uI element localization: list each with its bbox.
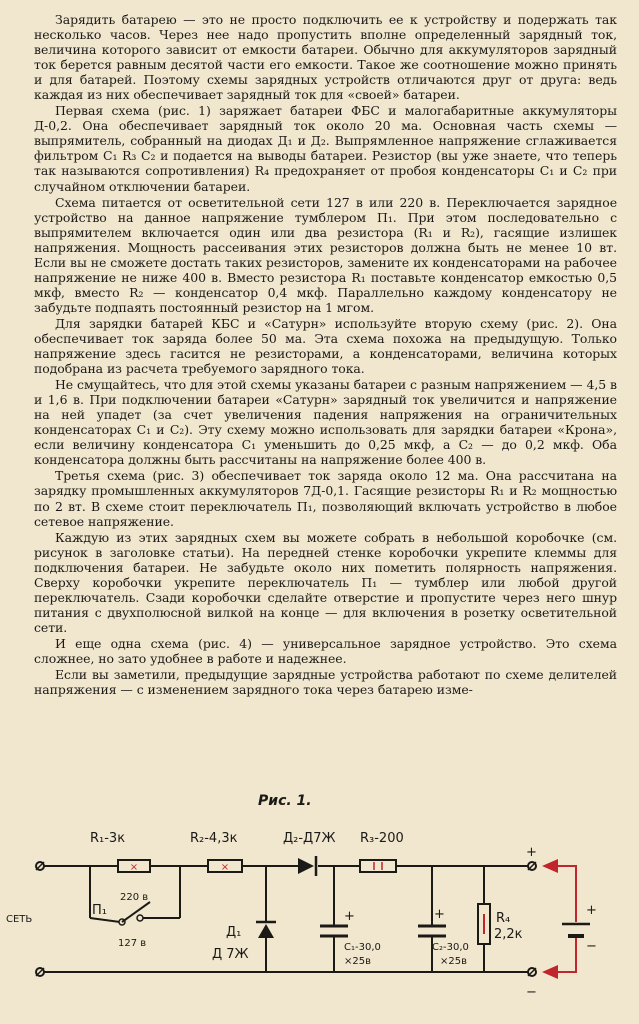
circuit-diagram	[0, 810, 639, 1024]
figure-title: Рис. 1.	[258, 793, 312, 809]
d1-type-label: Д 7Ж	[212, 947, 249, 962]
paragraph-text: Не смущайтесь, что для этой схемы указаны батареи с разным напряжением — 4,5 в и 1,6 в. При подключении батареи «Сатурн» зарядный ток увеличится и напряжение на ней упадет (за счет увеличения падения напряжения на ограничительных конденсаторах C₁ и C₂). Эту схему можно использовать для зарядки батареи «Крона», если величину конденсатора C₁ уменьшить до 0,25 мкф, а C₂ — до 0,2 мкф. Оба конденсатора должны быть рассчитаны на напряжение более 400 в.	[34, 377, 617, 468]
mains-label: СЕТЬ	[6, 914, 33, 925]
output-plus-label: +	[526, 845, 537, 860]
paragraph-voltage-note	[34, 377, 617, 467]
c1-rating: ×25в	[344, 956, 371, 967]
output-minus-label: −	[526, 985, 537, 1000]
battery-minus-label: −	[586, 939, 597, 954]
c2-rating: ×25в	[440, 956, 467, 967]
resistor-r4	[478, 904, 490, 944]
paragraph-text: Первая схема (рис. 1) заряжает батареи ФБС и малогабаритные аккумуляторы Д-0,2. Она обеспечивает зарядный ток около 20 ма. Основная часть схемы — выпрямитель, собранный на диодах Д₁ и Д₂. Выпрямленное напряжение сглаживается фильтром C₁ R₃ C₂ и подается на выводы батареи. Резистор (вы уже знаете, что теперь так называются сопротивления) R₄ предохраняет от пробоя конденсаторы C₁ и C₂ при случайном отключении батареи.	[34, 103, 617, 194]
paragraph-text: Если вы заметили, предыдущие зарядные устройства работают по схеме делителей напряжения — с изменением зарядного тока через батарею изме-	[34, 667, 617, 698]
r4-value: 2,2к	[494, 927, 523, 942]
paragraph-text: И еще одна схема (рис. 4) — универсальное зарядное устройство. Это схема сложнее, но зато удобнее в работе и надежнее.	[34, 635, 617, 666]
r2-label: R₂-4,3к	[190, 831, 238, 846]
paragraph-scheme-3	[34, 468, 617, 528]
svg-text:×: ×	[129, 862, 139, 873]
output-terminal-plus	[528, 862, 536, 870]
r3-label: R₃-200	[360, 831, 404, 846]
battery-icon	[562, 924, 590, 936]
c2-plus: +	[434, 907, 445, 922]
capacitor-c2	[418, 926, 446, 936]
paragraph-scheme-1	[34, 103, 617, 193]
paragraph-intro	[34, 12, 617, 102]
paragraph-text: Для зарядки батарей КБС и «Сатурн» используйте вторую схему (рис. 2). Она обеспечивает ток заряда более 50 ма. Эта схема похожа на предыдущую. Только напряжение здесь гасится не резисторами, а конденсаторами, величина которых подобрана из расчета требуемого зарядного тока.	[34, 315, 617, 377]
r1-label: R₁-3к	[90, 831, 126, 846]
paragraph-text: Третья схема (рис. 3) обеспечивает ток заряда около 12 ма. Она рассчитана на зарядку промышленных аккумуляторов 7Д-0,1. Гасящие резисторы R₁ и R₂ мощностью по 2 вт. В схеме стоит переключатель П₁, позволяющий включать устройство в любое сетевое напряжение.	[34, 468, 617, 529]
paragraph-text: Зарядить батарею — это не просто подключить ее к устройству и подержать так несколько часов. Через нее надо пропустить вполне определенный зарядный ток, величина которого зависит от емкости батареи. Обычно для аккумуляторов зарядный ток берется равным десятой части его емкости. Такое же соотношение можно принять и для батарей. Поэтому схемы зарядных устройств отличаются друг от друга: ведь каждая из них обеспечивает зарядный ток для «своей» батареи.	[34, 12, 617, 103]
paragraph-divider	[34, 667, 617, 697]
paragraph-mains	[34, 195, 617, 315]
article-text	[34, 12, 617, 698]
paragraph-scheme-2	[34, 316, 617, 376]
switch-label: П₁	[92, 903, 107, 918]
d2-label: Д₂-Д7Ж	[283, 831, 336, 846]
voltage-220-label: 220 в	[120, 892, 149, 903]
paragraph-scheme-4	[34, 636, 617, 666]
resistor-r1	[118, 860, 150, 873]
voltage-127-label: 127 в	[118, 938, 147, 949]
c1-label: С₁-30,0	[344, 942, 381, 953]
diode-d2	[298, 856, 316, 876]
battery-plus-label: +	[586, 903, 597, 918]
capacitor-c1	[320, 926, 348, 936]
mains-terminal-top	[36, 862, 44, 870]
switch-p1	[119, 902, 150, 925]
r4-label: R₄	[496, 911, 511, 926]
c2-label: С₂-30,0	[432, 942, 469, 953]
c1-plus: +	[344, 909, 355, 924]
paragraph-text: Схема питается от осветительной сети 127 в или 220 в. Переключается зарядное устройство на данное напряжение тумблером П₁. При этом последовательно с выпрямителем включается один или два резистора (R₁ и R₂), гасящие излишек напряжения. Мощность рассеивания этих резисторов должна быть не менее 10 вт. Если вы не сможете достать таких резисторов, замените их конденсаторами на рабочее напряжение не ниже 400 в. Вместо резистора R₁ поставьте конденсатор емкостью 0,5 мкф, вместо R₂ — конденсатор 0,4 мкф. Параллельно каждому конденсатору не забудьте подпаять постоянный резистор на 1 мгом.	[34, 194, 617, 315]
d1-label: Д₁	[226, 925, 242, 940]
resistor-r2	[208, 860, 242, 873]
resistor-r3	[360, 860, 396, 872]
diode-d1	[256, 922, 276, 938]
output-terminal-minus	[528, 968, 536, 976]
paragraph-text: Каждую из этих зарядных схем вы можете собрать в небольшой коробочке (см. рисунок в заголовке статьи). На передней стенке коробочки укрепите клеммы для подключения батареи. Не забудьте около них пометить полярность напряжения. Сверху коробочки укрепите переключатель П₁ — тумблер или любой другой переключатель. Сзади коробочки сделайте отверстие и пропустите через него шнур питания с двухполюсной вилкой на конце — для включения в розетку осветительной сети.	[34, 529, 617, 635]
paragraph-assembly	[34, 530, 617, 635]
svg-text:×: ×	[220, 862, 230, 873]
battery-connection	[542, 859, 576, 979]
mains-terminal-bottom	[36, 968, 44, 976]
